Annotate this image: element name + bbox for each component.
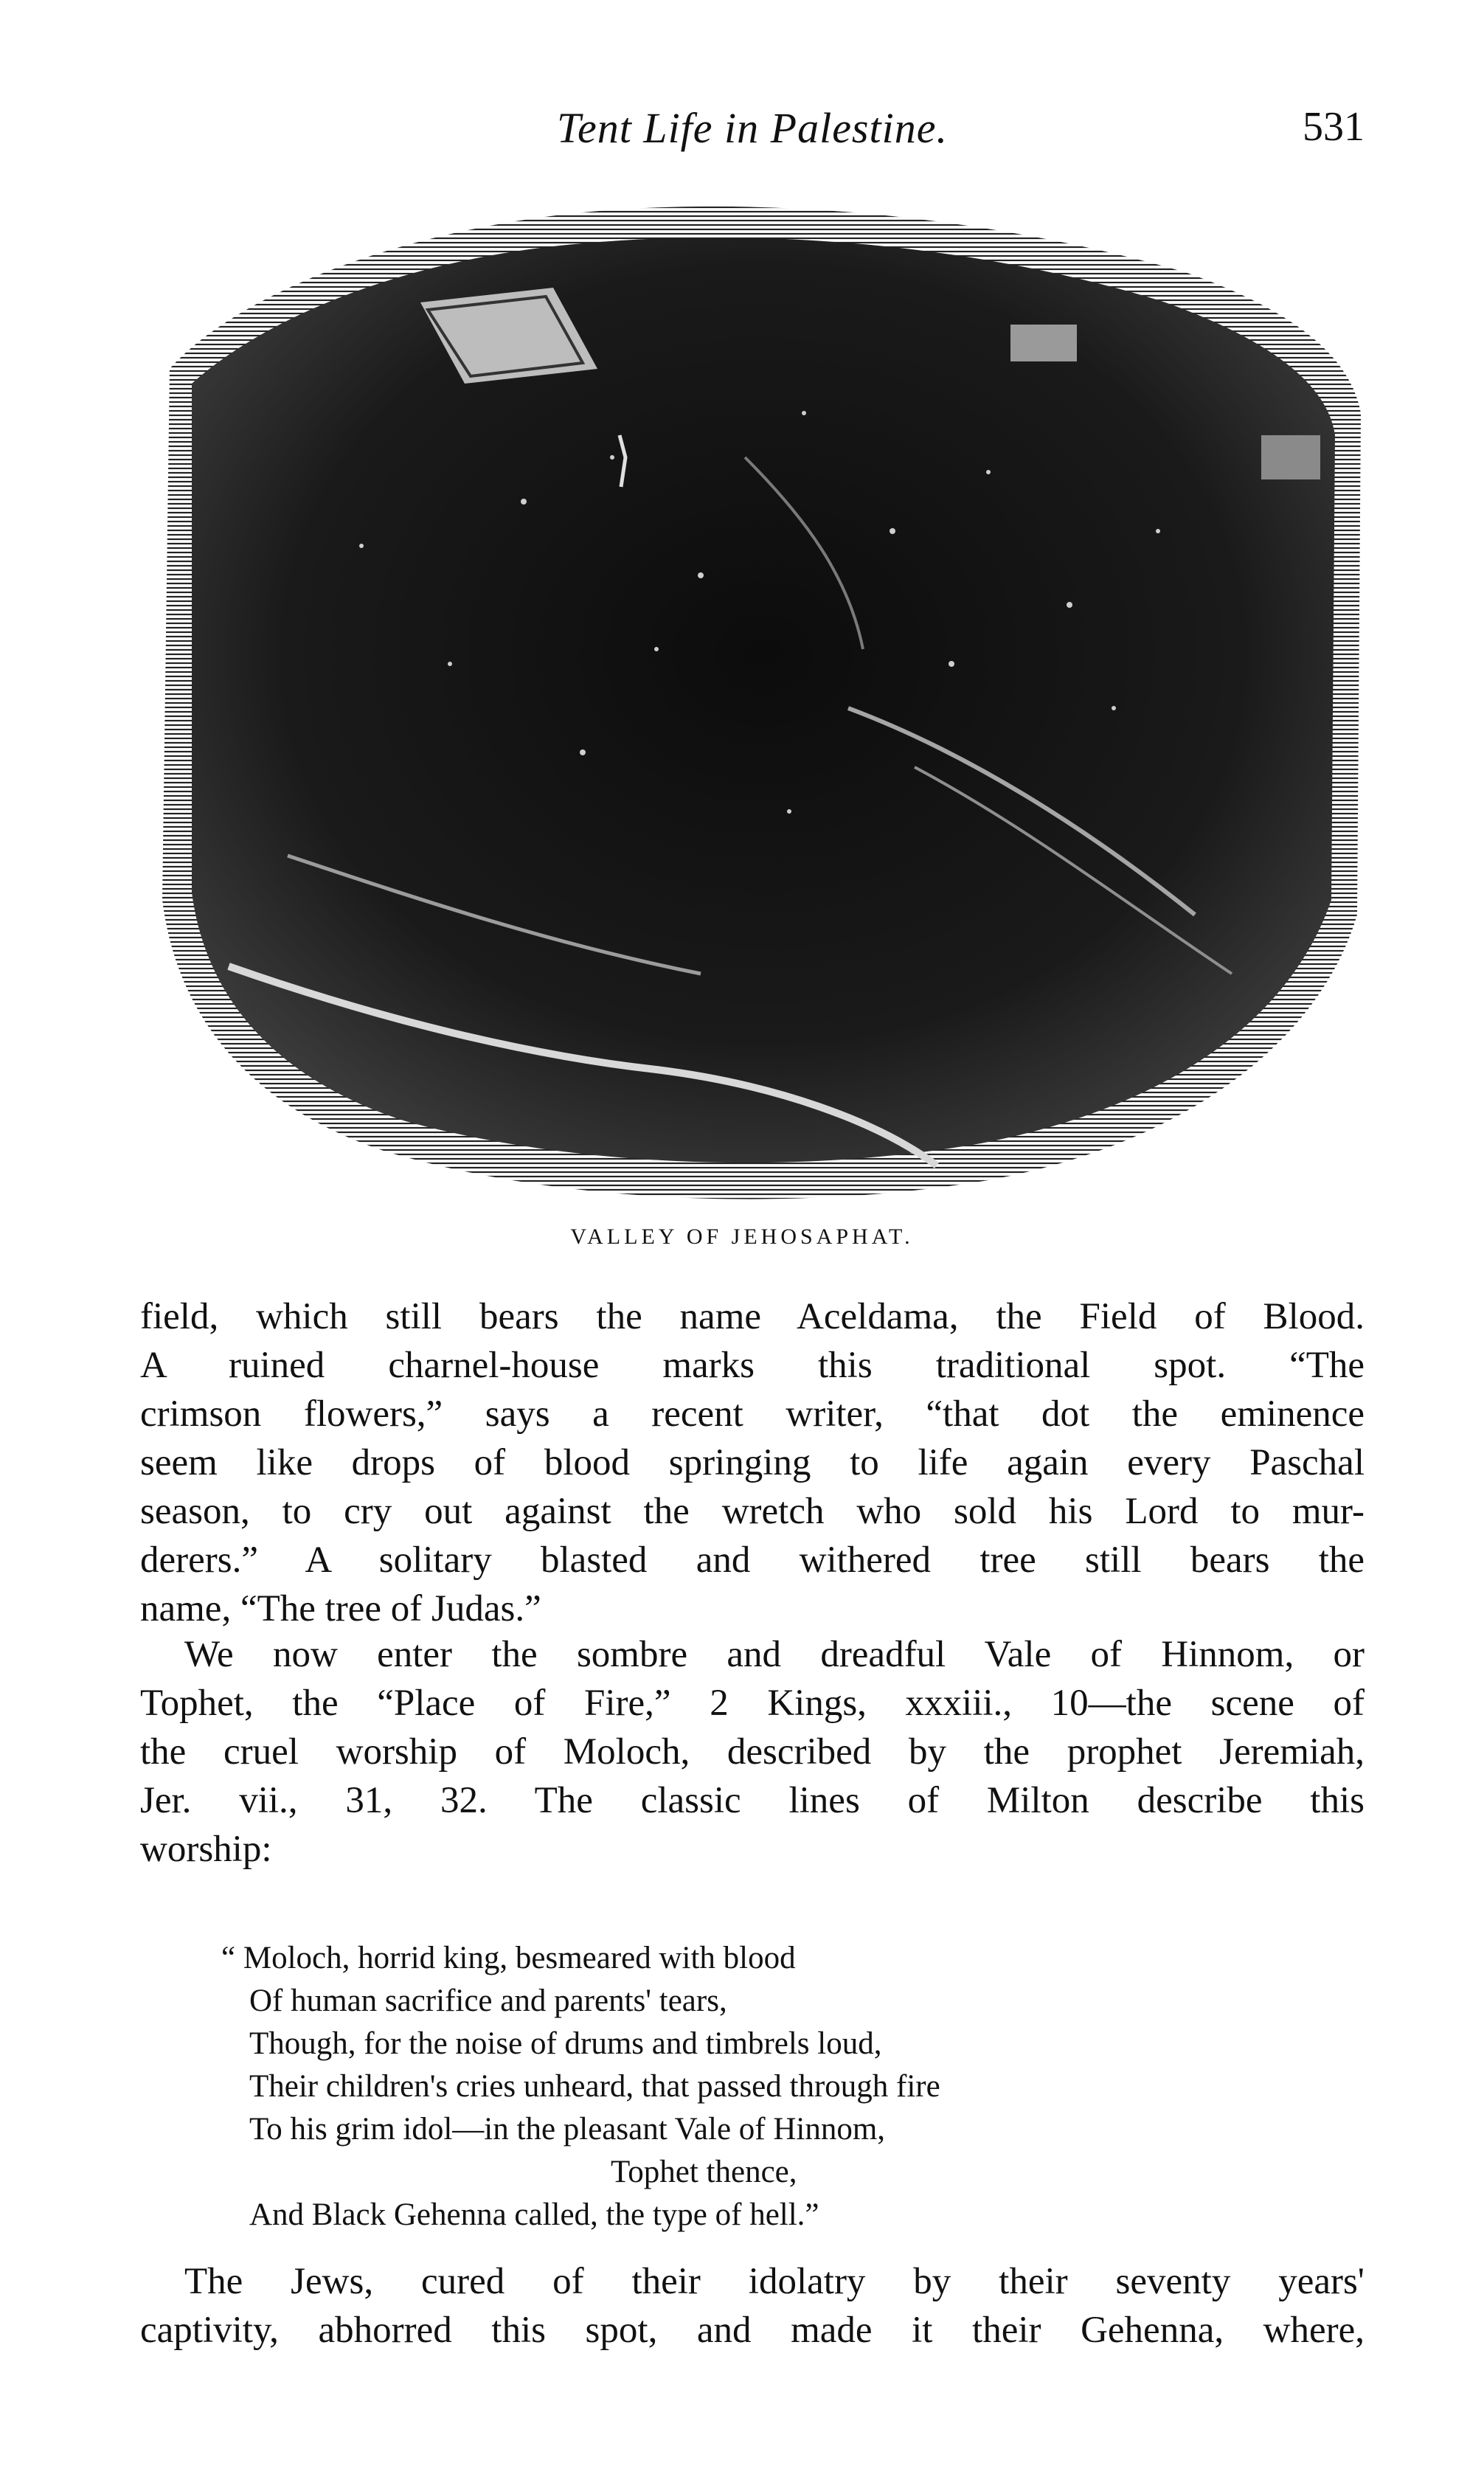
verse-line: “ Moloch, horrid king, besmeared with blood — [221, 1941, 796, 1975]
text-line: Tophet, the “Place of Fire,” 2 Kings, xxxiii., 10—the scene of — [140, 1683, 1365, 1724]
text-line: derers.” A solitary blasted and withered tree still bears the — [140, 1539, 1365, 1581]
verse-line: To his grim idol—in the pleasant Vale of Hinnom, — [249, 2112, 886, 2147]
running-title: Tent Life in Palestine. — [557, 104, 948, 152]
verse-line: Their children's cries unheard, that passed through fire — [249, 2069, 940, 2104]
paragraph-1 — [140, 1292, 1365, 1633]
verse-line: And Black Gehenna called, the type of hell.” — [249, 2197, 819, 2232]
verse-line: Tophet thence, — [611, 2155, 797, 2189]
text-line: Jer. vii., 31, 32. The classic lines of Milton describe this — [140, 1780, 1365, 1821]
running-head — [140, 103, 1365, 162]
text-line: name, “The tree of Judas.” — [140, 1588, 541, 1629]
paragraph-3 — [140, 2257, 1365, 2355]
text-line: captivity, abhorred this spot, and made it their Gehenna, where, — [140, 2310, 1365, 2351]
text-line: A ruined charnel-house marks this traditional spot. “The — [140, 1345, 1365, 1386]
page-number: 531 — [1303, 104, 1365, 150]
text-line: crimson flowers,” says a recent writer, “that dot the eminence — [140, 1393, 1365, 1435]
text-line: field, which still bears the name Aceldama, the Field of Blood. — [140, 1296, 1365, 1337]
paragraph-2 — [140, 1630, 1365, 1874]
text-line: We now enter the sombre and dreadful Vale of Hinnom, or — [184, 1634, 1365, 1675]
valley-engraving-illustration — [140, 192, 1365, 1210]
text-line: season, to cry out against the wretch who sold his Lord to mur- — [140, 1491, 1365, 1532]
verse-line: Of human sacrifice and parents' tears, — [249, 1984, 727, 2018]
milton-verse-quote — [221, 1937, 1282, 2237]
figure-caption: VALLEY OF JEHOSAPHAT. — [570, 1224, 914, 1249]
text-line: the cruel worship of Moloch, described by the prophet Jeremiah, — [140, 1731, 1365, 1773]
text-line: The Jews, cured of their idolatry by their seventy years' — [184, 2261, 1365, 2302]
text-line: seem like drops of blood springing to life again every Paschal — [140, 1442, 1365, 1483]
text-line: worship: — [140, 1829, 272, 1870]
verse-line: Though, for the noise of drums and timbrels loud, — [249, 2026, 882, 2061]
